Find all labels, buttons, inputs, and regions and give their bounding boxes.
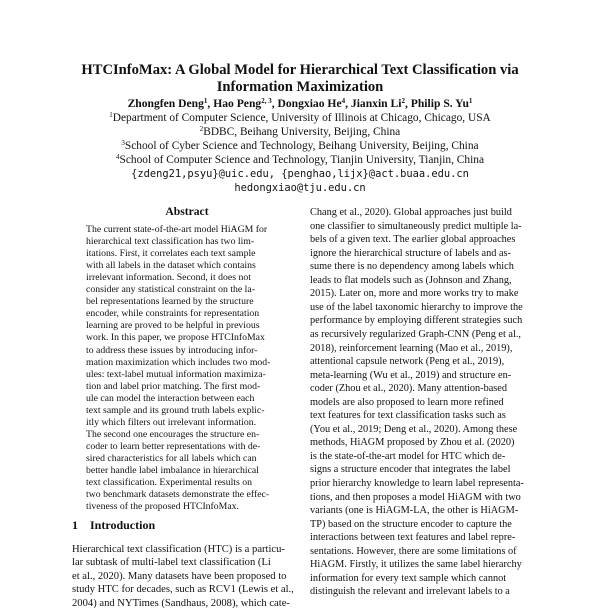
text-line: tiveness of the proposed HTCInfoMax. bbox=[86, 501, 239, 513]
affiliation: $^4$School of Computer Science and Technology, Tianjin University, Tianjin, China bbox=[115, 153, 485, 166]
text-line: consider any statistical constraint on the la- bbox=[86, 284, 255, 296]
text-line: performance by employing different strategies such bbox=[310, 315, 523, 327]
text-line: (You et al., 2019; Deng et al., 2020). Among these bbox=[310, 423, 518, 435]
text-line: coder to learn better representations with de- bbox=[86, 440, 261, 452]
text-line: study HTC for decades, such as RCV1 (Lewis et al., bbox=[72, 584, 294, 596]
text-line: tions, and then proposes a model HiAGM with two bbox=[310, 491, 521, 503]
affiliation: $^3$School of Cyber Science and Technology, Beihang University, Beijing, China bbox=[121, 139, 479, 152]
text-line: itations. First, it correlates each text sample bbox=[86, 248, 256, 260]
text-line: bels of a given text. The earlier global approaches bbox=[310, 234, 516, 246]
text-line: itly which filters out irrelevant information. bbox=[86, 416, 257, 428]
text-line: ignore the hierarchical structure of labels and as- bbox=[310, 247, 511, 259]
title-line: HTCInfoMax: A Global Model for Hierarchical Text Classification via bbox=[81, 62, 519, 78]
text-line: sume there is no dependency among labels which bbox=[310, 261, 514, 273]
text-line: lar subtask of multi-label text classification (Li bbox=[72, 557, 271, 569]
text-line: The second one encourages the structure en- bbox=[86, 428, 260, 440]
text-line: 2004) and NYTimes (Sandhaus, 2008), which cate- bbox=[72, 597, 290, 609]
text-line: TP) based on the structure encoder to capture the bbox=[310, 518, 512, 530]
affiliation: $^2$BDBC, Beihang University, Beijing, China bbox=[199, 125, 401, 138]
section-heading bbox=[72, 518, 155, 533]
text-line: signs a structure encoder that integrates the label bbox=[310, 464, 511, 476]
text-line: text classification. Experimental results on bbox=[86, 477, 252, 489]
text-line: HiAGM. Firstly, it utilizes the same label hierarchy bbox=[310, 559, 522, 571]
text-line: work. In this paper, we propose HTCInfoMax bbox=[86, 332, 265, 344]
text-line: hierarchical text classification has two lim- bbox=[86, 236, 255, 248]
author: Dongxiao He$^4$ bbox=[277, 97, 346, 110]
title-line: Information Maximization bbox=[216, 79, 384, 95]
text-line: methods, HiAGM proposed by Zhou et al. (2020) bbox=[310, 437, 515, 449]
author-list: Zhongfen Deng$^1$, Hao Peng$^{2, 3}$, Dongxiao He$^4$, Jianxin Li$^2$, Philip S. Yu$^1$ bbox=[127, 97, 473, 110]
text-line: with all labels in the dataset which contains bbox=[86, 260, 256, 272]
paper-title bbox=[40, 62, 560, 96]
text-line: The current state-of-the-art model HiAGM for bbox=[86, 224, 268, 235]
text-line: models are also proposed to learn more refined bbox=[310, 396, 504, 408]
text-line: to address these issues by introducing infor- bbox=[86, 344, 258, 356]
text-line: mation maximization which includes two mod- bbox=[86, 356, 271, 368]
text-line: Hierarchical text classification (HTC) is a particu- bbox=[72, 544, 285, 555]
text-line: one classifier to simultaneously predict multiple la- bbox=[310, 220, 522, 232]
text-line: bel representations learned by the structure bbox=[86, 296, 254, 308]
text-line: ules: text-label mutual information maximiza- bbox=[86, 368, 266, 380]
text-line: use of the label taxonomic hierarchy to improve the bbox=[310, 301, 523, 313]
text-line: encoder, while constraints for representation bbox=[86, 308, 260, 320]
author: Jianxin Li$^2$ bbox=[350, 97, 405, 110]
text-line: 2015). Later on, more and more works try to make bbox=[310, 288, 519, 300]
text-line: learning are proved to be helpful in previous bbox=[86, 320, 260, 332]
text-line: irrelevant information. Second, it does not bbox=[86, 272, 251, 284]
text-line: 2018), reinforcement learning (Mao et al., 2019), bbox=[310, 342, 513, 354]
text-line: meta-learning (Wu et al., 2019) and structure en- bbox=[310, 369, 512, 381]
email-line[interactable]: {zdeng21,psyu}@uic.edu, {penghao,lijx}@act.buaa.edu.cn bbox=[131, 168, 469, 180]
text-line: as recursively regularized Graph-CNN (Peng et al., bbox=[310, 328, 522, 340]
text-line: interactions between text features and label repre- bbox=[310, 532, 516, 544]
email-line[interactable]: hedongxiao@tju.edu.cn bbox=[234, 182, 366, 194]
abstract-heading: Abstract bbox=[165, 205, 209, 218]
text-line: text features for text classification tasks such as bbox=[310, 410, 506, 422]
text-line: sired characteristics for all labels which can bbox=[86, 452, 257, 464]
text-line: coder (Zhou et al., 2020). Many attention-based bbox=[310, 383, 508, 395]
text-line: information for every text sample which cannot bbox=[310, 572, 507, 584]
text-line: two benchmark datasets demonstrate the effec- bbox=[86, 489, 270, 501]
text-line: Chang et al., 2020). Global approaches just build bbox=[310, 207, 512, 218]
text-line: distinguish the relevant and irrelevant labels to a bbox=[310, 586, 510, 598]
author: Zhongfen Deng$^1$ bbox=[127, 97, 208, 110]
text-line: et al., 2020). Many datasets have been proposed to bbox=[72, 570, 287, 582]
text-line: text sample and its ground truth labels explic- bbox=[86, 404, 265, 416]
text-line: is the state-of-the-art model for HTC which de- bbox=[310, 450, 506, 462]
author: Hao Peng$^{2, 3}$ bbox=[213, 97, 272, 110]
text-line: tion and label prior matching. The first mod- bbox=[86, 380, 261, 392]
text-line: sentations. However, there are some limitations of bbox=[310, 545, 517, 557]
text-line: leads to flat models such as (Johnson and Zhang, bbox=[310, 274, 512, 286]
author: Philip S. Yu$^1$ bbox=[410, 97, 473, 110]
section-title: Introduction bbox=[90, 518, 156, 532]
affiliation: $^1$Department of Computer Science, University of Illinois at Chicago, Chicago, USA bbox=[109, 111, 491, 124]
text-line: prior hierarchy knowledge to learn label representa- bbox=[310, 478, 524, 489]
text-line: better handle label imbalance in hierarchical bbox=[86, 465, 259, 476]
section-number: 1 bbox=[72, 518, 78, 532]
text-line: ule can model the interaction between each bbox=[86, 392, 255, 404]
text-line: variants (one is HiAGM-LA, the other is HiAGM- bbox=[310, 505, 519, 517]
text-line: attentional capsule network (Peng et al., 2019), bbox=[310, 356, 505, 368]
